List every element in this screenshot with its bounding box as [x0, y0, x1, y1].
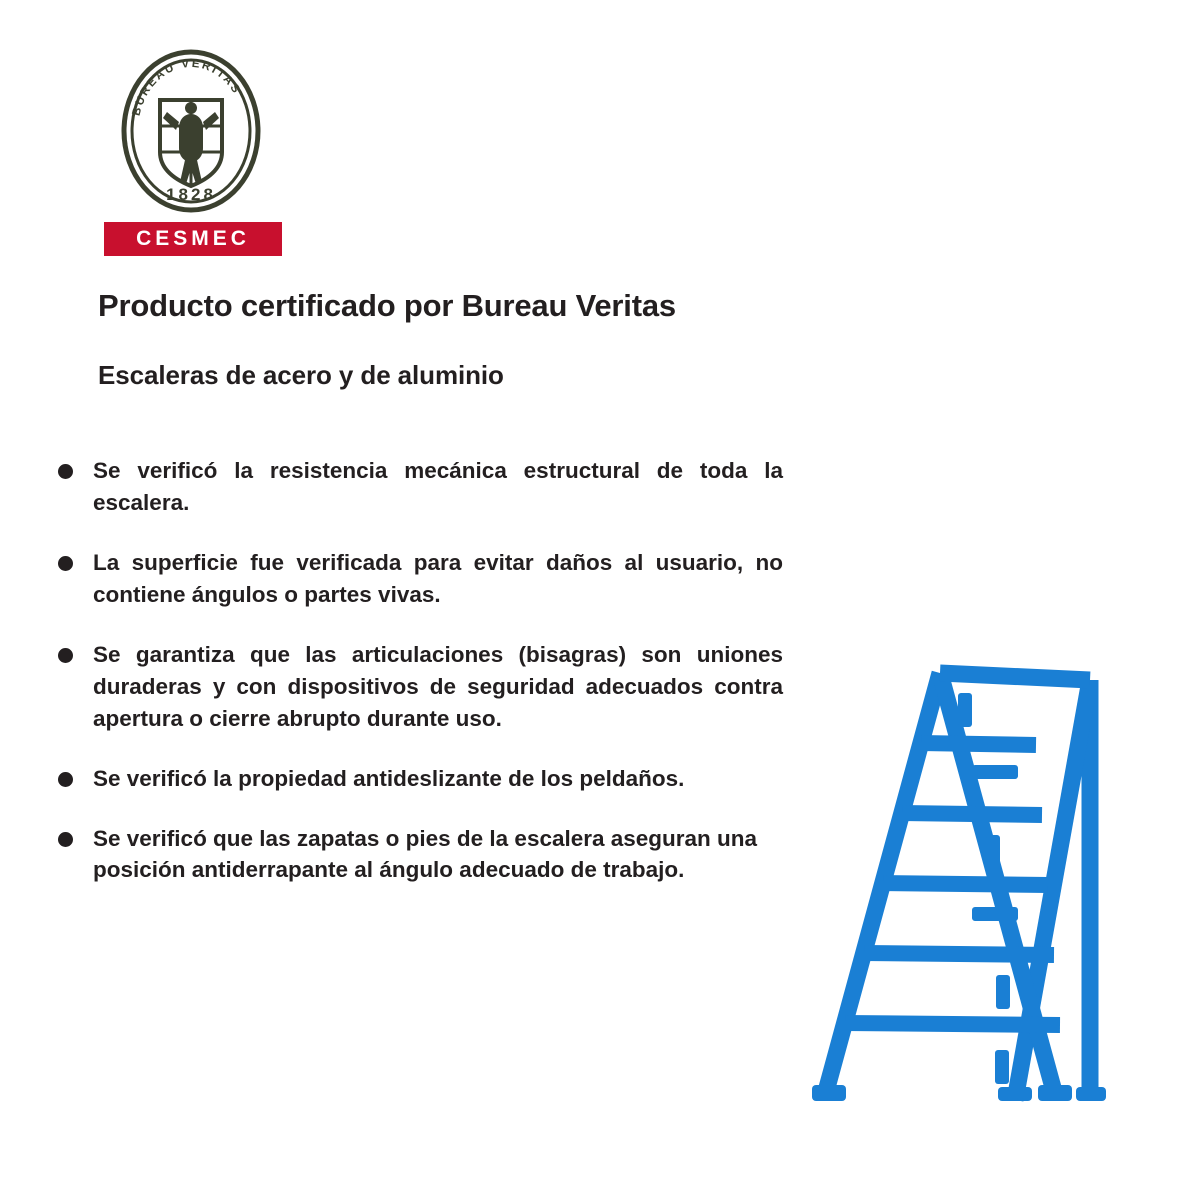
bullet-dot-icon: [58, 556, 73, 571]
certification-bullet-list: [58, 455, 788, 914]
cesmec-badge: [104, 222, 282, 256]
list-item-text: Se verificó la resistencia mecánica estructural de toda la escalera.: [93, 458, 783, 515]
list-item-text: Se verificó la propiedad antideslizante de los peldaños.: [93, 765, 685, 791]
list-item: [58, 455, 788, 519]
bullet-dot-icon: [58, 772, 73, 787]
list-item-text: Se verificó que las zapatas o pies de la escalera aseguran una posición antiderrapante al ángulo adecuado de trabajo.: [93, 825, 758, 883]
list-item-text: Se garantiza que las articulaciones (bisagras) son uniones duraderas y con dispositivos de seguridad adecuados contra apertura o cierre abrupto durante uso.: [93, 641, 783, 731]
list-item-text: La superficie fue verificada para evitar daños al usuario, no contiene ángulos o partes vivas.: [93, 549, 783, 607]
bullet-dot-icon: [58, 832, 73, 847]
bullet-dot-icon: [58, 648, 73, 663]
svg-text:1828: 1828: [166, 185, 216, 204]
list-item: [58, 547, 788, 611]
svg-text:BUREAU VERITAS: BUREAU VERITAS: [130, 57, 243, 118]
bullet-dot-icon: [58, 464, 73, 479]
list-item: [58, 639, 788, 735]
list-item: [58, 763, 788, 795]
brand-logo-block: [100, 48, 300, 256]
cesmec-label: CESMEC: [136, 227, 250, 250]
bureau-veritas-logo-icon: [120, 48, 262, 214]
page-subtitle: Escaleras de acero y de aluminio: [98, 360, 504, 390]
page-title: Producto certificado por Bureau Veritas: [98, 288, 676, 323]
list-item: [58, 823, 788, 887]
step-ladder-illustration: [790, 645, 1150, 1125]
